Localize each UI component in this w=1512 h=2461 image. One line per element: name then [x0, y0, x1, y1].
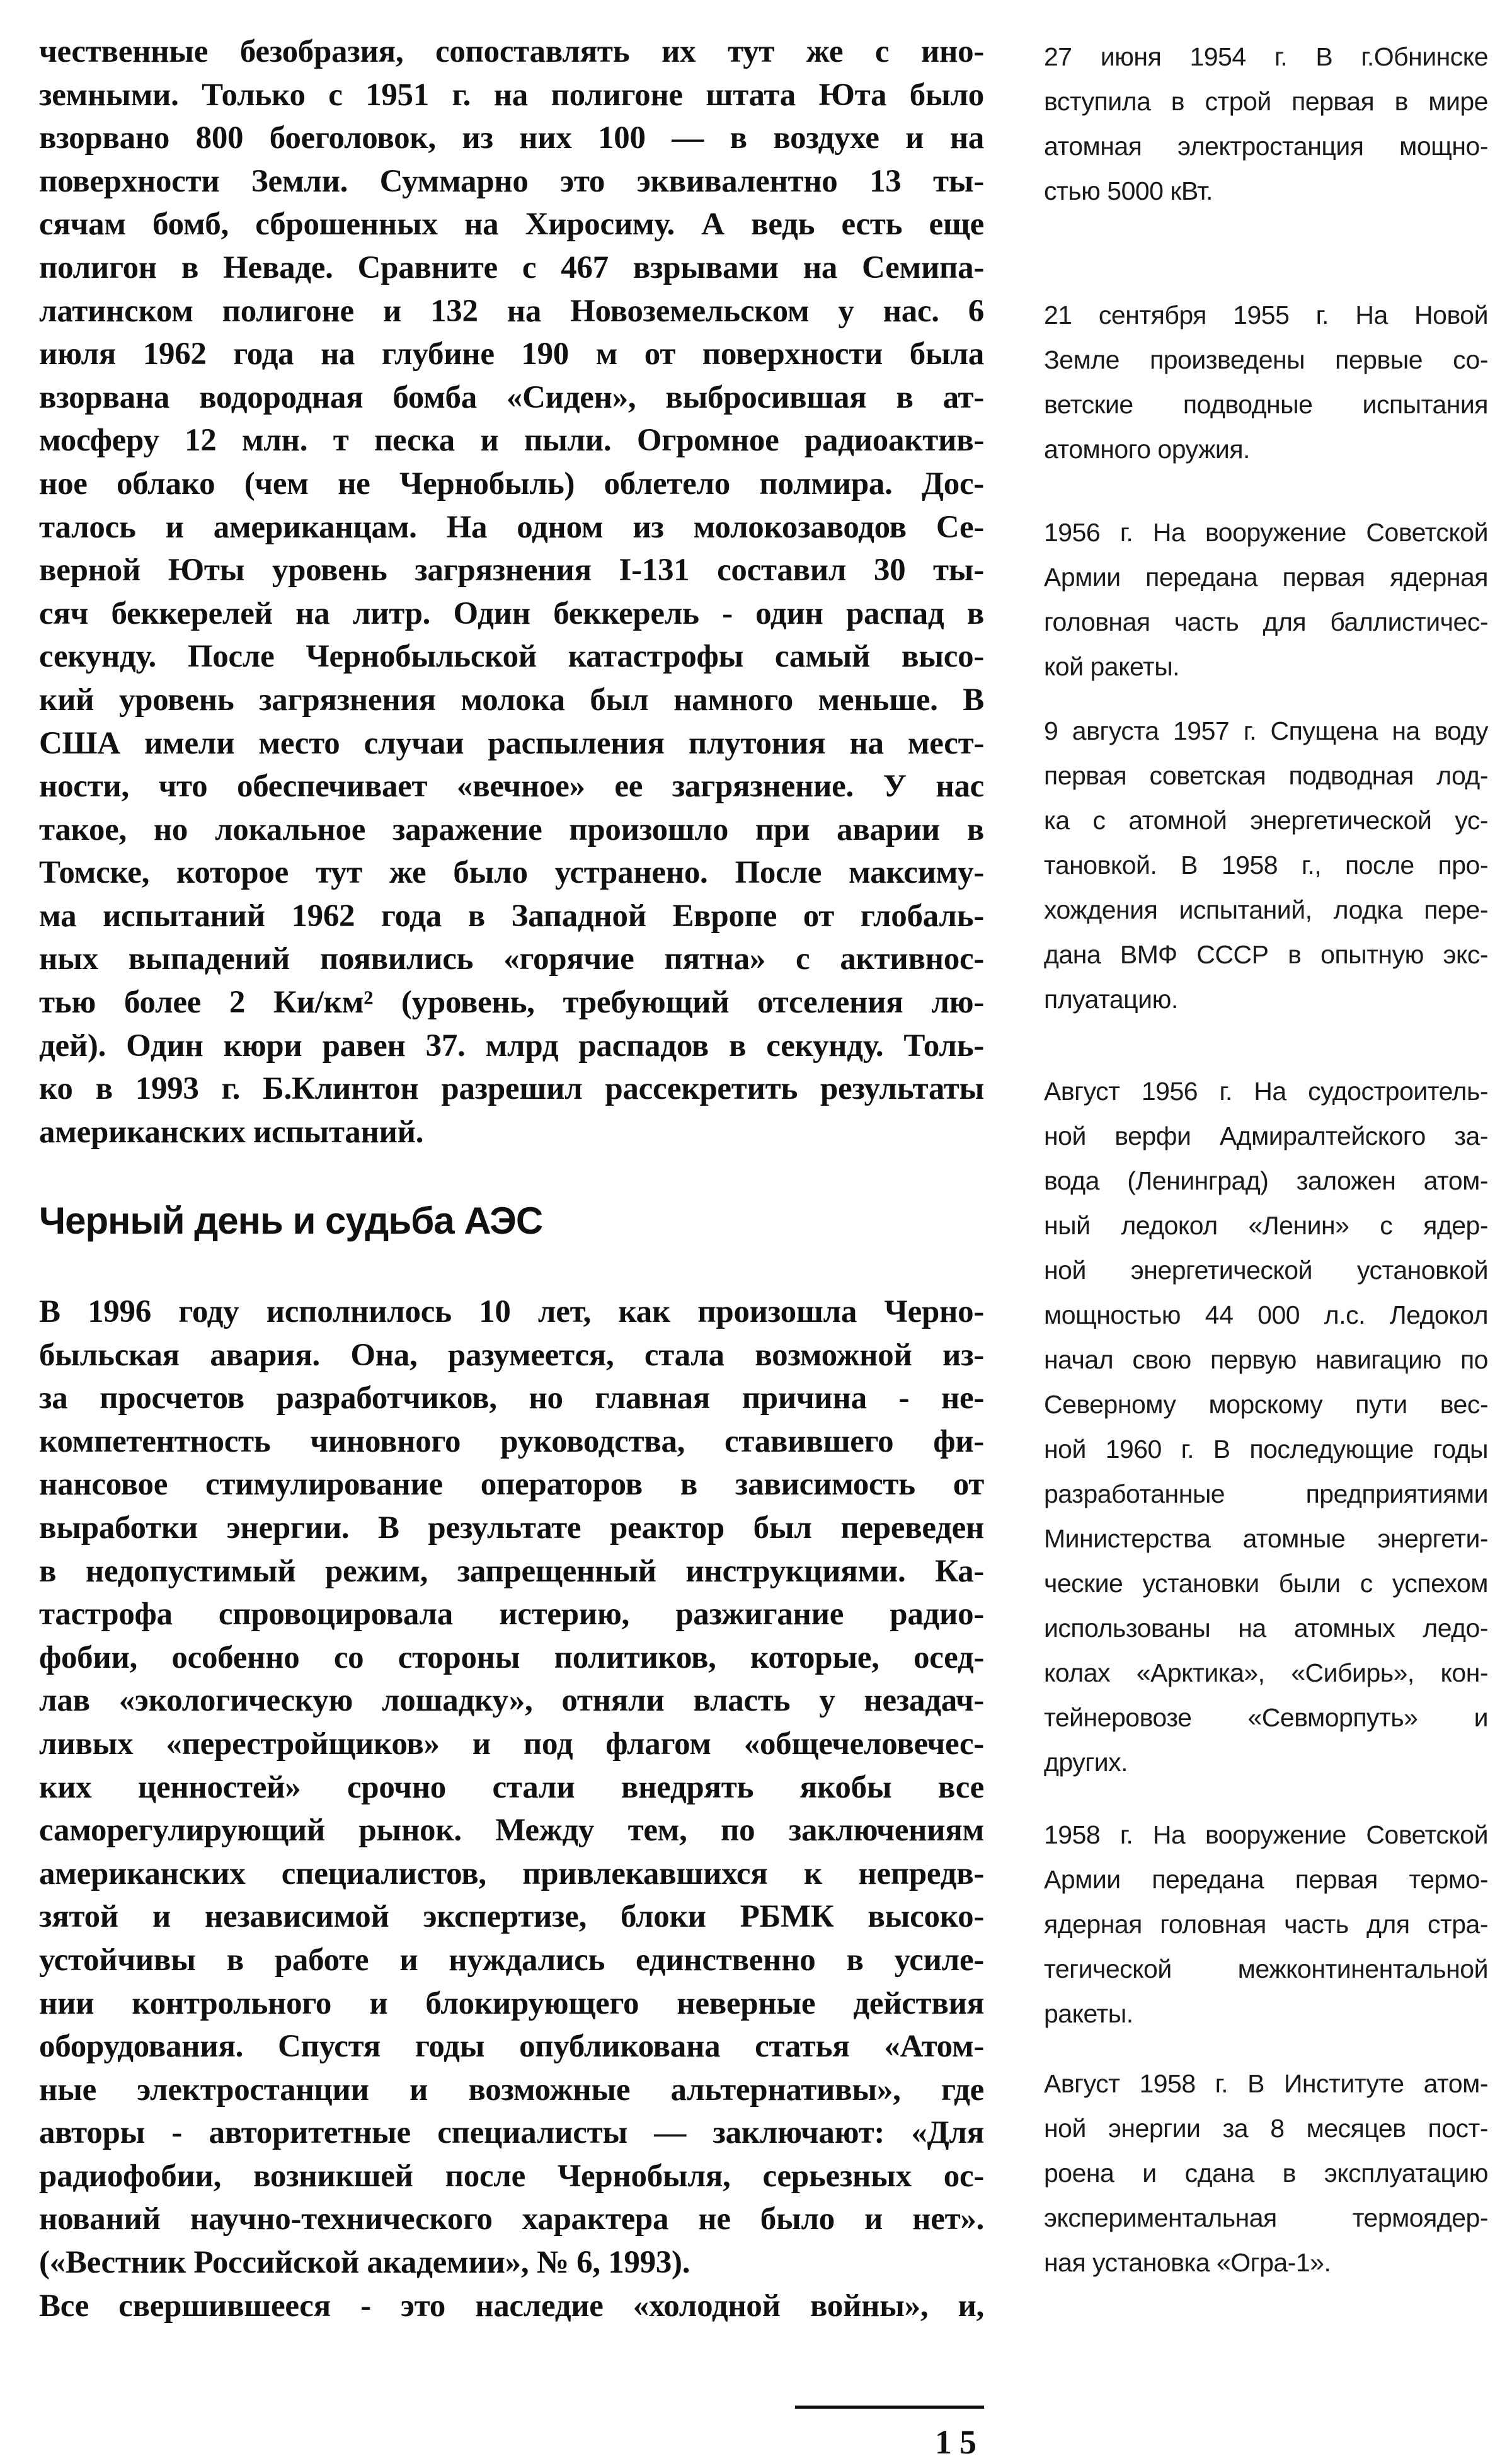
- text-line: хождения испытаний, лодка пере-: [1044, 895, 1488, 924]
- text-line: использованы на атомных ледо-: [1044, 1614, 1488, 1643]
- text-line: атомная электростанция мощно-: [1044, 132, 1488, 161]
- text-line: устойчивы в работе и нуждались единственно в усиле-: [39, 1942, 984, 1978]
- text-line: ко в 1993 г. Б.Клинтон разрешил рассекретить результаты: [39, 1071, 984, 1107]
- text-line: Август 1956 г. На судостроитель-: [1044, 1077, 1488, 1106]
- text-line: 9 августа 1957 г. Спущена на воду: [1044, 716, 1488, 745]
- text-line: Армии передана первая термо-: [1044, 1865, 1488, 1894]
- text-line: ных выпадений появились «горячие пятна» с активнос-: [39, 941, 984, 977]
- text-line: поверхности Земли. Суммарно это эквивалентно 13 ты-: [39, 163, 984, 199]
- text-line: ческие установки были с успехом: [1044, 1569, 1488, 1598]
- footer-rule: [795, 2406, 984, 2409]
- text-line: В 1996 году исполнилось 10 лет, как произошла Черно-: [39, 1294, 984, 1329]
- text-line: тастрофа спровоцировала истерию, разжигание радио-: [39, 1597, 984, 1632]
- timeline-entry: [1044, 709, 1488, 1022]
- text-line: ная установка «Огра-1».: [1044, 2248, 1331, 2277]
- text-line: такое, но локальное заражение произошло при аварии в: [39, 812, 984, 847]
- text-line: компетентность чиновного руководства, ставившего фи-: [39, 1423, 984, 1459]
- text-line: фобии, особенно со стороны политиков, которые, осед-: [39, 1639, 984, 1675]
- text-line: мосферу 12 млн. т песка и пыли. Огромное радиоактив-: [39, 423, 984, 459]
- text-line: кий уровень загрязнения молока был намного меньше. В: [39, 682, 984, 718]
- text-line: головная часть для баллистичес-: [1044, 607, 1488, 636]
- text-line: разработанные предприятиями: [1044, 1479, 1488, 1508]
- text-line: 1958 г. На вооружение Советской: [1044, 1820, 1488, 1849]
- text-line: в недопустимый режим, запрещенный инструкциями. Ка-: [39, 1553, 984, 1589]
- text-line: Август 1958 г. В Институте атом-: [1044, 2069, 1488, 2098]
- text-line: нии контрольного и блокирующего неверные действия: [39, 1985, 984, 2021]
- text-line: дана ВМФ СССР в опытную экс-: [1044, 940, 1488, 969]
- text-line: за просчетов разработчиков, но главная причина - не-: [39, 1380, 984, 1416]
- text-line: ности, что обеспечивает «вечное» ее загрязнение. У нас: [39, 769, 984, 805]
- text-line: американских специалистов, привлекавшихся к непредв-: [39, 1856, 984, 1891]
- text-line: радиофобии, возникшей после Чернобыля, серьезных ос-: [39, 2158, 984, 2194]
- text-line: сячам бомб, сброшенных на Хиросиму. А ведь есть еще: [39, 207, 984, 243]
- text-line: ные электростанции и возможные альтернативы», где: [39, 2072, 984, 2108]
- text-line: тейнеровозе «Севморпуть» и: [1044, 1703, 1488, 1732]
- text-line: начал свою первую навигацию по: [1044, 1345, 1488, 1374]
- text-line: оборудования. Спустя годы опубликована статья «Атом-: [39, 2029, 984, 2065]
- text-line: чественные безобразия, сопоставлять их тут же с ино-: [39, 34, 984, 69]
- text-line: Министерства атомные энергети-: [1044, 1524, 1488, 1553]
- text-line: ной энергии за 8 месяцев пост-: [1044, 2114, 1488, 2143]
- text-line: латинском полигоне и 132 на Новоземельском у нас. 6: [39, 293, 984, 329]
- text-line: экспериментальная термоядер-: [1044, 2203, 1488, 2232]
- text-line: ный ледокол «Ленин» с ядер-: [1044, 1211, 1488, 1240]
- text-line: Северному морскому пути вес-: [1044, 1390, 1488, 1419]
- text-line: США имели место случаи распыления плутония на мест-: [39, 725, 984, 761]
- body-paragraph-1: [39, 30, 984, 1154]
- text-line: 21 сентября 1955 г. На Новой: [1044, 301, 1488, 330]
- text-line: тановкой. В 1958 г., после про-: [1044, 851, 1488, 880]
- text-line: нансовое стимулирование операторов в зависимость от: [39, 1467, 984, 1503]
- text-line: тегической межконтинентальной: [1044, 1954, 1488, 1983]
- text-line: взорвана водородная бомба «Сиден», выбросившая в ат-: [39, 379, 984, 415]
- text-line: ракеты.: [1044, 1999, 1133, 2028]
- text-line: Армии передана первая ядерная: [1044, 563, 1488, 592]
- text-line: июля 1962 года на глубине 190 м от поверхности была: [39, 336, 984, 372]
- text-line: вступила в строй первая в мире: [1044, 87, 1488, 116]
- text-line: роена и сдана в эксплуатацию: [1044, 2159, 1488, 2188]
- text-line: талось и американцам. На одном из молокозаводов Се-: [39, 509, 984, 545]
- text-line: Земле произведены первые со-: [1044, 345, 1488, 374]
- text-line: ное облако (чем не Чернобыль) облетело полмира. Дос-: [39, 466, 984, 502]
- text-line: колах «Арктика», «Сибирь», кон-: [1044, 1658, 1488, 1687]
- text-line: плуатацию.: [1044, 985, 1178, 1014]
- text-line: земными. Только с 1951 г. на полигоне штата Юта было: [39, 77, 984, 113]
- timeline-entry: [1044, 1813, 1488, 2036]
- text-line: сяч беккерелей на литр. Один беккерель - один распад в: [39, 595, 984, 631]
- text-line: ной 1960 г. В последующие годы: [1044, 1435, 1488, 1464]
- timeline-entry: [1044, 35, 1488, 214]
- text-line: саморегулирующий рынок. Между тем, по заключениям: [39, 1813, 984, 1849]
- timeline-entry: [1044, 510, 1488, 689]
- timeline-entry: [1044, 1069, 1488, 1785]
- text-line: тью более 2 Ки/км² (уровень, требующий отселения лю-: [39, 985, 984, 1021]
- text-line: Томске, которое тут же было устранено. После максиму-: [39, 855, 984, 891]
- text-line: взорвано 800 боеголовок, из них 100 — в воздухе и на: [39, 120, 984, 156]
- text-line: ливых «перестройщиков» и под флагом «общечеловечес-: [39, 1726, 984, 1762]
- timeline-entry: [1044, 2062, 1488, 2285]
- text-line: других.: [1044, 1748, 1128, 1777]
- text-line: ка с атомной энергетической ус-: [1044, 806, 1488, 835]
- text-line: выработки энергии. В результате реактор был переведен: [39, 1510, 984, 1546]
- text-line: нований научно-технического характера не было и нет».: [39, 2201, 984, 2237]
- text-line: полигон в Неваде. Сравните с 467 взрывами на Семипа-: [39, 250, 984, 285]
- text-line: быльская авария. Она, разумеется, стала возможной из-: [39, 1337, 984, 1373]
- text-line: секунду. После Чернобыльской катастрофы самый высо-: [39, 639, 984, 675]
- text-line: дей). Один кюри равен 37. млрд распадов в секунду. Толь-: [39, 1028, 984, 1064]
- text-line: 27 июня 1954 г. В г.Обнинске: [1044, 42, 1488, 71]
- text-line: ветские подводные испытания: [1044, 390, 1488, 419]
- body-paragraph-2: [39, 1290, 984, 2327]
- text-line: ма испытаний 1962 года в Западной Европе от глобаль-: [39, 898, 984, 934]
- text-line: кой ракеты.: [1044, 652, 1180, 681]
- section-heading: Черный день и судьба АЭС: [39, 1200, 543, 1242]
- text-line: мощностью 44 000 л.с. Ледокол: [1044, 1300, 1488, 1329]
- text-line: вода (Ленинград) заложен атом-: [1044, 1166, 1488, 1195]
- text-line: лав «экологическую лошадку», отняли власть у незадач-: [39, 1683, 984, 1719]
- text-line: («Вестник Российской академии», № 6, 1993).: [39, 2245, 690, 2281]
- text-line: Все свершившееся - это наследие «холодной войны», и,: [39, 2288, 984, 2324]
- text-line: первая советская подводная лод-: [1044, 761, 1488, 790]
- text-line: американских испытаний.: [39, 1114, 424, 1150]
- text-line: 1956 г. На вооружение Советской: [1044, 518, 1488, 547]
- text-line: верной Юты уровень загрязнения I-131 составил 30 ты-: [39, 553, 984, 588]
- text-line: авторы - авторитетные специалисты — заключают: «Для: [39, 2115, 984, 2151]
- page-number: 15: [935, 2423, 984, 2461]
- text-line: ной энергетической установкой: [1044, 1256, 1488, 1285]
- text-line: стью 5000 кВт.: [1044, 176, 1213, 205]
- text-line: ной верфи Адмиралтейского за-: [1044, 1122, 1488, 1150]
- text-line: ких ценностей» срочно стали внедрять якобы все: [39, 1769, 984, 1805]
- text-line: атомного оружия.: [1044, 435, 1250, 464]
- text-line: зятой и независимой экспертизе, блоки РБМК высоко-: [39, 1899, 984, 1935]
- timeline-entry: [1044, 293, 1488, 472]
- text-line: ядерная головная часть для стра-: [1044, 1910, 1488, 1939]
